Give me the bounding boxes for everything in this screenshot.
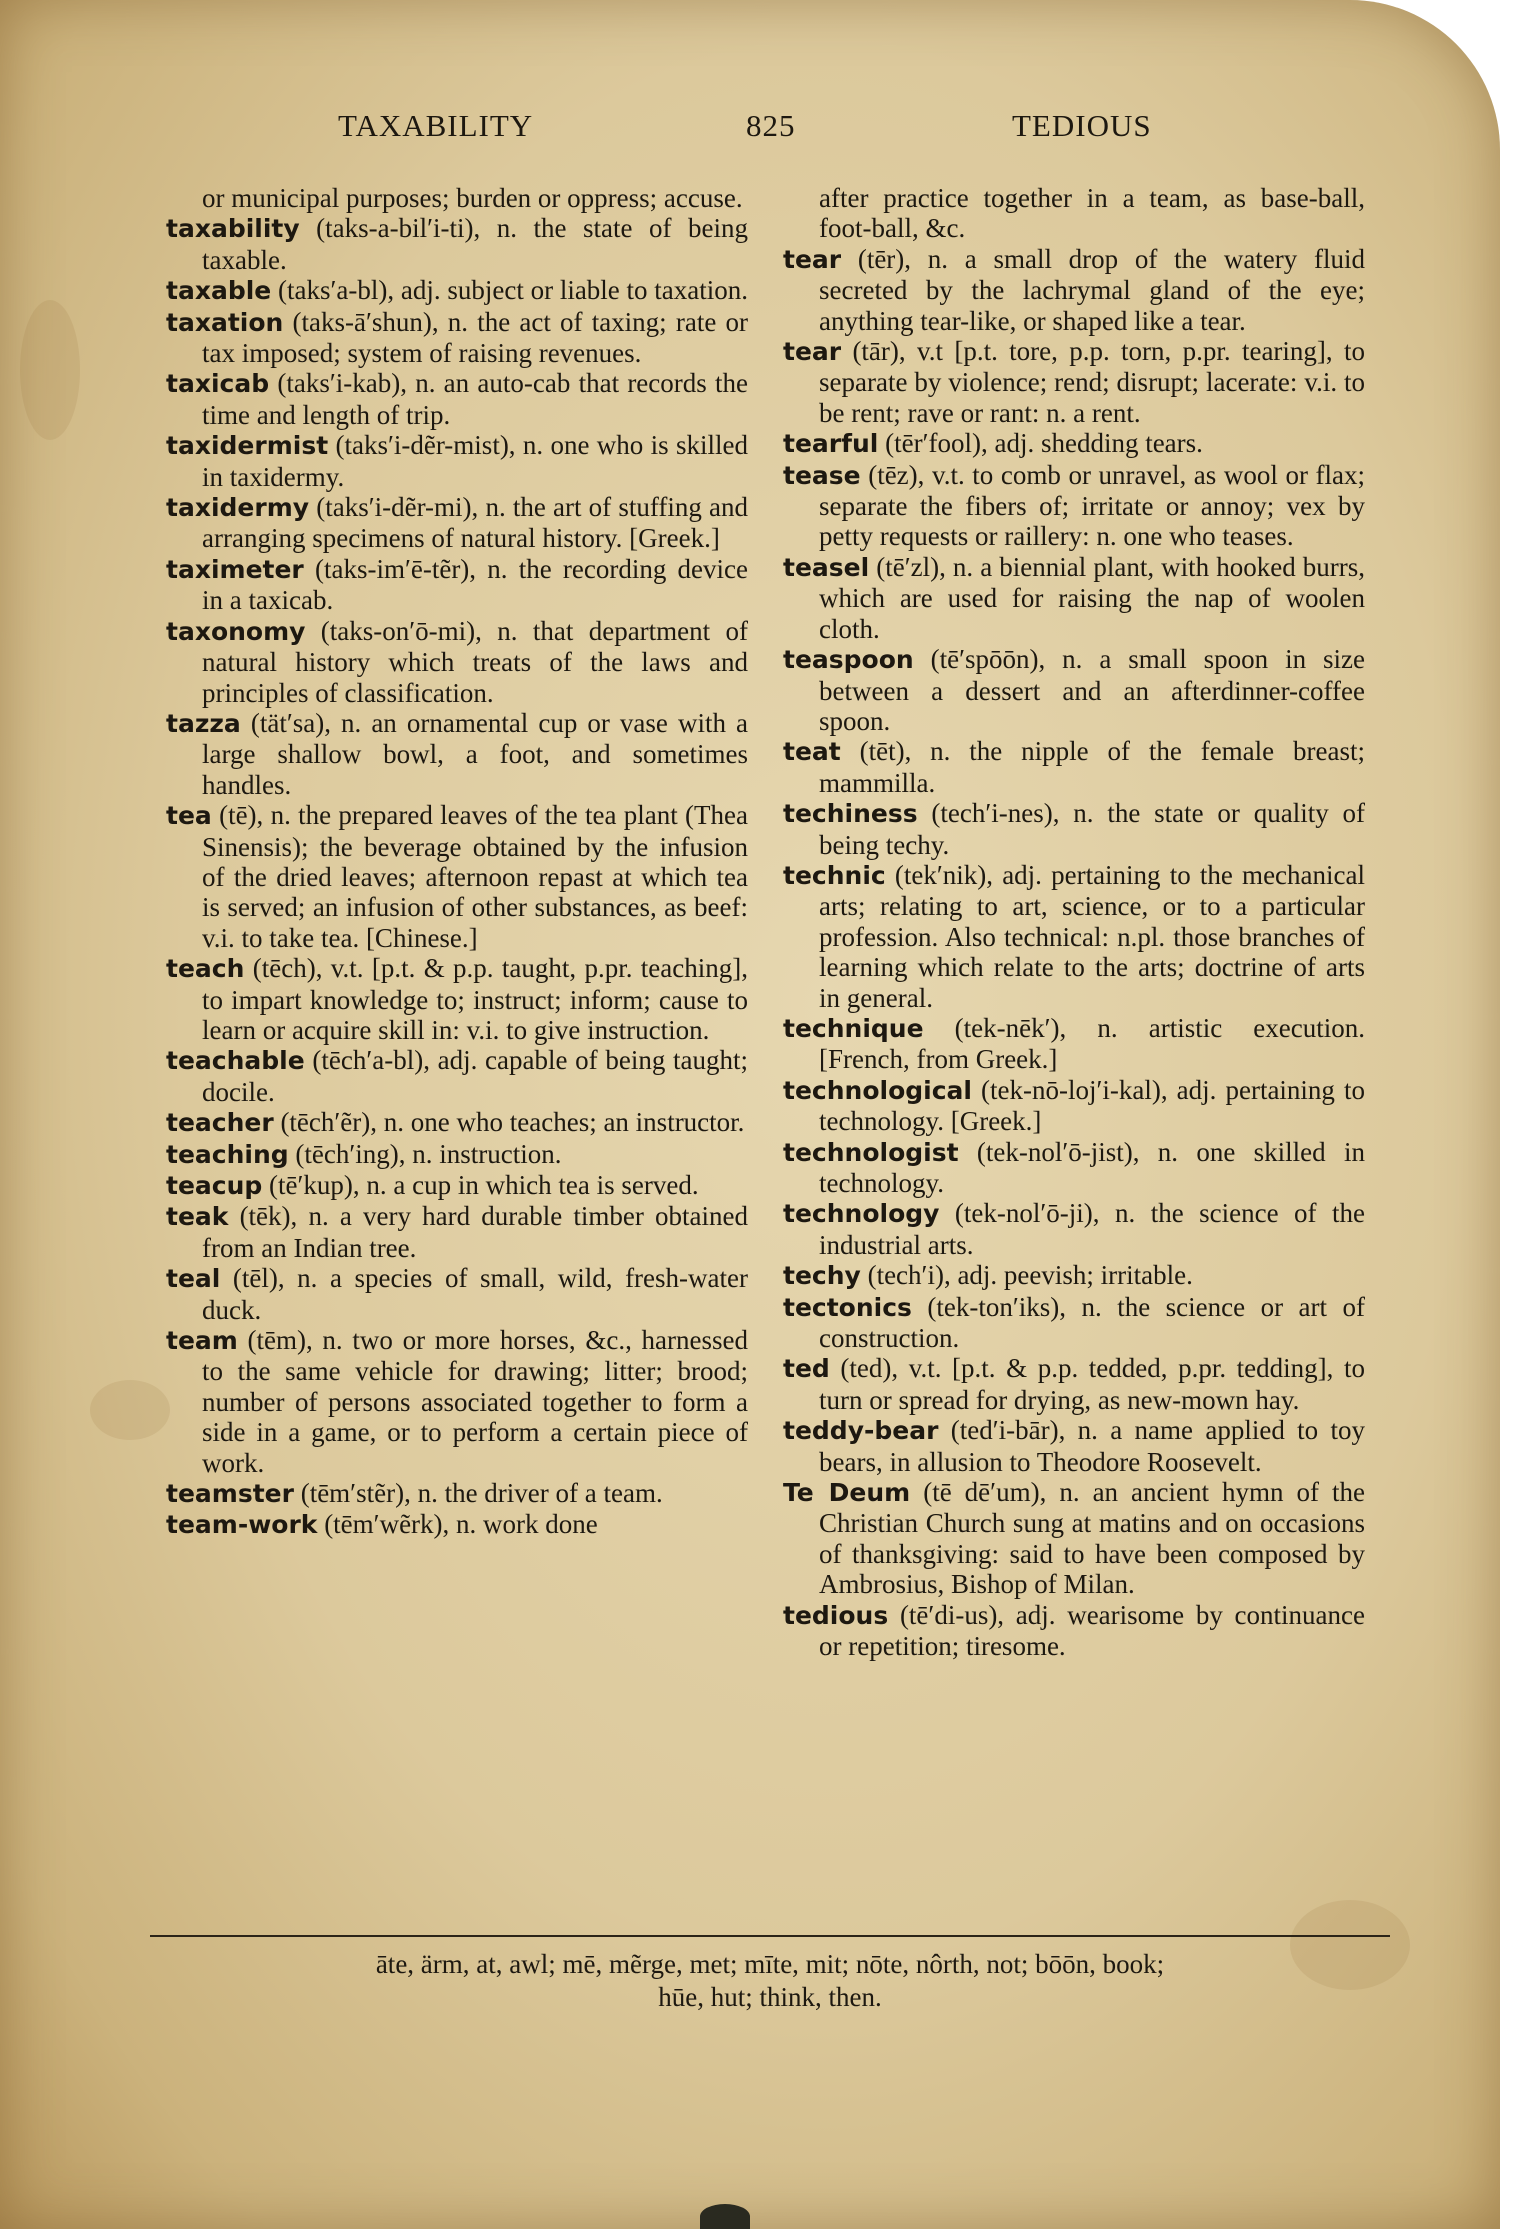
- dictionary-entry: [166, 213, 748, 275]
- entry-headword: teacup: [166, 1171, 263, 1200]
- entry-definition: (tē′kup), n. a cup in which tea is served.: [262, 1170, 699, 1200]
- footer-rule: [150, 1935, 1390, 1937]
- dictionary-entry: [166, 708, 748, 800]
- entry-definition: (tēr), n. a small drop of the watery fluid secreted by the lachrymal gland of the eye; anything tear-like, or shaped like a tear.: [819, 243, 1365, 336]
- dictionary-entry: [166, 183, 748, 213]
- entry-headword: teaching: [166, 1139, 289, 1169]
- dictionary-entry: [166, 492, 748, 554]
- entry-definition: (taks′i-kab), n. an auto-cab that records the time and length of trip.: [202, 368, 748, 430]
- entry-headword: teasel: [783, 552, 870, 582]
- entry-headword: tear: [783, 337, 842, 367]
- dictionary-entry: [166, 616, 748, 708]
- entry-headword: tease: [783, 460, 861, 490]
- page-number: 825: [746, 108, 796, 143]
- entry-headword: teak: [166, 1202, 229, 1232]
- entry-headword: taxicab: [166, 369, 270, 399]
- dictionary-entry: [783, 1013, 1365, 1075]
- entry-definition: (tēch′ing), n. instruction.: [288, 1138, 562, 1169]
- entry-definition: or municipal purposes; burden or oppress; accuse.: [202, 183, 743, 213]
- entry-definition: after practice together in a team, as base-ball, foot-ball, &c.: [819, 183, 1365, 244]
- entry-headword: techy: [783, 1261, 861, 1291]
- entry-headword: tear: [783, 244, 842, 274]
- dictionary-entry: [166, 953, 748, 1045]
- entry-definition: (tēch), v.t. [p.t. & p.p. taught, p.pr. teaching], to impart knowledge to; instruct; inform; cause to learn or acquire skill in: v.i. to give instruction.: [202, 953, 748, 1045]
- binding-mark: [700, 2204, 750, 2229]
- entry-headword: team-work: [166, 1510, 318, 1540]
- guide-word-right: TEDIOUS: [1012, 108, 1152, 143]
- entry-definition: (tēch′a-bl), adj. capable of being taught; docile.: [202, 1045, 748, 1107]
- dictionary-entry: [166, 1139, 748, 1170]
- pronunciation-key-line: āte, ärm, at, awl; mē, mẽrge, met; mīte, mit; nōte, nôrth, not; bōōn, book;: [375, 1949, 1165, 1979]
- entry-headword: teat: [783, 737, 841, 767]
- dictionary-entry: [166, 307, 748, 369]
- entry-definition: (tēch′ẽr), n. one who teaches; an instructor.: [273, 1107, 745, 1138]
- entry-definition: (tē dē′um), n. an ancient hymn of the Christian Church sung at matins and on occasions of thanksgiving: said to have been composed by Ambrosius, Bishop of Milan.: [819, 1477, 1365, 1600]
- entry-headword: teaspoon: [783, 645, 914, 675]
- dictionary-entry: [783, 1353, 1365, 1415]
- entry-headword: taxidermy: [166, 493, 310, 523]
- dictionary-entry: [783, 428, 1365, 459]
- entry-headword: Te Deum: [783, 1478, 911, 1508]
- dictionary-entry: [783, 1260, 1365, 1291]
- entry-definition: (taks-on′ō-mi), n. that department of natural history which treats of the laws and principles of classification.: [202, 615, 748, 708]
- dictionary-entry: [783, 860, 1365, 1013]
- entry-headword: tectonics: [783, 1292, 912, 1322]
- paper-stain: [20, 300, 80, 440]
- entry-headword: teal: [166, 1264, 221, 1294]
- entry-headword: taxable: [166, 276, 272, 306]
- entry-headword: ted: [783, 1354, 830, 1384]
- entry-headword: technologist: [783, 1137, 959, 1167]
- entry-definition: (taks′i-dẽr-mist), n. one who is skilled in taxidermy.: [202, 430, 748, 492]
- entry-definition: (tek′nik), adj. pertaining to the mechanical arts; relating to art, science, or to a particular profession. Also technical: n.pl. those branches of learning which relate to the arts; doctrine of arts in general.: [819, 859, 1365, 1013]
- entry-headword: tedious: [783, 1600, 889, 1630]
- dictionary-entry: [783, 336, 1365, 428]
- dictionary-entry: [783, 1292, 1365, 1354]
- dictionary-entry: [166, 800, 748, 953]
- dictionary-entry: [783, 1600, 1365, 1662]
- entry-definition: (ted), v.t. [p.t. & p.p. tedded, p.pr. tedding], to turn or spread for drying, as new-mown hay.: [819, 1353, 1365, 1415]
- entry-headword: teachable: [166, 1046, 305, 1076]
- entry-definition: (tē), n. the prepared leaves of the tea plant (Thea Sinensis); the beverage obtained by the infusion of the dried leaves; afternoon repast at which tea is served; an infusion of other substances, as beef: v.i. to take tea. [Chinese.]: [202, 800, 748, 953]
- entry-definition: (taks′i-dẽr-mi), n. the art of stuffing and arranging specimens of natural history. [Greek.]: [202, 492, 748, 554]
- entry-definition: (tēk), n. a very hard durable timber obtained from an Indian tree.: [202, 1201, 748, 1263]
- entry-definition: (tēm′wẽrk), n. work done: [317, 1509, 598, 1540]
- dictionary-entry: [166, 1478, 748, 1509]
- entry-headword: teacher: [166, 1108, 274, 1138]
- entry-headword: techiness: [783, 799, 918, 829]
- entry-headword: taxability: [166, 214, 300, 244]
- dictionary-entry: [783, 1198, 1365, 1260]
- entry-definition: (tek-nēk′), n. artistic execution. [French, from Greek.]: [819, 1012, 1365, 1075]
- entry-headword: teach: [166, 954, 245, 984]
- entry-definition: (tēm), n. two or more horses, &c., harnessed to the same vehicle for drawing; litter; brood; number of persons associated together to form a side in a game, or to perform a certain piece of work.: [202, 1325, 748, 1478]
- dictionary-entry: [166, 1170, 748, 1201]
- right-column: [783, 183, 1365, 1662]
- dictionary-entry: [166, 1509, 748, 1540]
- dictionary-entry: [783, 1415, 1365, 1477]
- dictionary-entry: [783, 644, 1365, 736]
- entry-headword: teddy-bear: [783, 1416, 939, 1446]
- dictionary-entry: [783, 798, 1365, 860]
- dictionary-entry: [166, 275, 748, 306]
- dictionary-entry: [783, 552, 1365, 644]
- entry-headword: technique: [783, 1013, 924, 1043]
- dictionary-entry: [166, 1325, 748, 1478]
- pronunciation-key: [150, 1948, 1390, 2014]
- dictionary-entry: [783, 1477, 1365, 1600]
- entry-definition: (tek-ton′iks), n. the science or art of construction.: [819, 1291, 1365, 1354]
- dictionary-entry: [783, 736, 1365, 798]
- entry-headword: technic: [783, 860, 886, 890]
- entry-definition: (ted′i-bār), n. a name applied to toy bears, in allusion to Theodore Roosevelt.: [819, 1415, 1365, 1477]
- dictionary-entry: [166, 1201, 748, 1263]
- entry-definition: (tēz), v.t. to comb or unravel, as wool or flax; separate the fibers of; irritate or annoy; vex by petty requests or raillery: n. one who teases.: [819, 459, 1365, 552]
- entry-definition: (tech′i), adj. peevish; irritable.: [860, 1260, 1193, 1291]
- guide-word-left: TAXABILITY: [338, 108, 534, 143]
- entry-headword: taxidermist: [166, 431, 329, 461]
- entry-headword: taximeter: [166, 554, 304, 584]
- dictionary-entry: [783, 244, 1365, 336]
- entry-headword: taxonomy: [166, 616, 306, 646]
- entry-definition: (tek-nol′ō-ji), n. the science of the industrial arts.: [819, 1198, 1365, 1260]
- entry-definition: (tēm′stẽr), n. the driver of a team.: [293, 1478, 663, 1509]
- entry-definition: (tech′i-nes), n. the state or quality of being techy.: [819, 798, 1365, 860]
- entry-headword: technological: [783, 1075, 972, 1105]
- entry-definition: (tek-nol′ō-jist), n. one skilled in technology.: [819, 1136, 1365, 1198]
- entry-definition: (taks′a-bl), adj. subject or liable to taxation.: [271, 275, 749, 306]
- pronunciation-key-line: hūe, hut; think, then.: [658, 1982, 882, 2012]
- dictionary-entry: [166, 1263, 748, 1325]
- entry-definition: (tēl), n. a species of small, wild, fresh-water duck.: [202, 1263, 748, 1325]
- dictionary-entry: [166, 1107, 748, 1138]
- dictionary-entry: [783, 1075, 1365, 1137]
- entry-headword: tearful: [783, 429, 879, 459]
- entry-headword: tazza: [166, 708, 241, 738]
- entry-definition: (tēr′fool), adj. shedding tears.: [878, 428, 1203, 459]
- left-column: [166, 183, 748, 1541]
- entry-definition: (tār), v.t [p.t. tore, p.p. torn, p.pr. tearing], to separate by violence; rend; disrupt; lacerate: v.i. to be rent; rave or rant: n. a rent.: [819, 336, 1365, 428]
- entry-definition: (tē′di-us), adj. wearisome by continuance or repetition; tiresome.: [819, 1599, 1365, 1662]
- entry-definition: (tē′spōōn), n. a small spoon in size between a dessert and an afterdinner-coffee spoon.: [819, 644, 1365, 736]
- dictionary-entry: [783, 183, 1365, 244]
- entry-definition: (tek-nō-loj′i-kal), adj. pertaining to technology. [Greek.]: [819, 1074, 1365, 1137]
- entry-headword: tea: [166, 801, 212, 831]
- entry-headword: taxation: [166, 307, 284, 337]
- dictionary-entry: [783, 1137, 1365, 1199]
- entry-definition: (taks-ā′shun), n. the act of taxing; rate or tax imposed; system of raising revenues.: [202, 306, 748, 369]
- entry-definition: (tēt), n. the nipple of the female breast; mammilla.: [819, 736, 1365, 798]
- entry-headword: team: [166, 1326, 238, 1356]
- dictionary-entry: [166, 368, 748, 430]
- entry-definition: (tē′zl), n. a biennial plant, with hooked burrs, which are used for raising the nap of woolen cloth.: [819, 551, 1365, 644]
- entry-definition: (taks-im′ē-tẽr), n. the recording device in a taxicab.: [202, 553, 748, 616]
- entry-headword: technology: [783, 1199, 940, 1229]
- paper-stain: [90, 1380, 170, 1440]
- entry-headword: teamster: [166, 1479, 294, 1509]
- dictionary-entry: [166, 430, 748, 492]
- running-head: [0, 108, 1500, 158]
- dictionary-entry: [166, 1045, 748, 1107]
- dictionary-entry: [166, 554, 748, 616]
- dictionary-entry: [783, 460, 1365, 552]
- entry-definition: (tät′sa), n. an ornamental cup or vase with a large shallow bowl, a foot, and sometimes handles.: [202, 707, 748, 800]
- entry-definition: (taks-a-bil′i-ti), n. the state of being taxable.: [202, 213, 748, 275]
